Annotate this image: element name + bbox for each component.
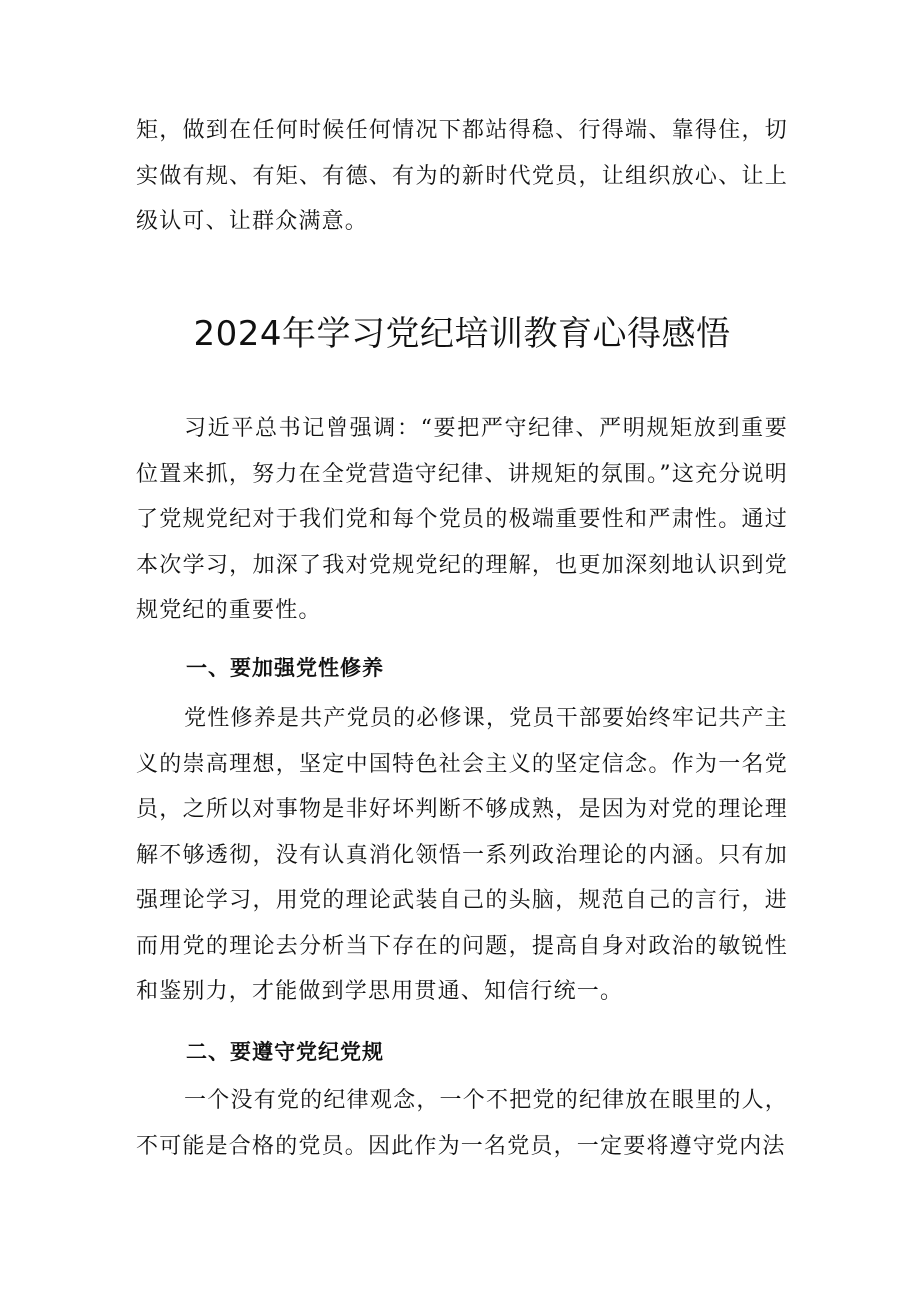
previous-paragraph-tail: 矩，做到在任何时候任何情况下都站得稳、行得端、靠得住，切实做有规、有矩、有德、有为的新时代党员，让组织放心、让上级认可、让群众满意。 <box>136 118 788 234</box>
section-heading-1: 一、要加强党性修养 <box>186 656 384 680</box>
section-heading-2: 二、要遵守党纪党规 <box>186 1040 384 1064</box>
intro-paragraph: 习近平总书记曾强调：“要把严守纪律、严明规矩放到重要位置来抓，努力在全党营造守纪律、讲规矩的氛围。”这充分说明了党规党纪对于我们党和每个党员的极端重要性和严肃性。通过本次学习，加深了我对党规党纪的理解，也更加深刻地认识到党规党纪的重要性。 <box>136 416 788 623</box>
document-title: 2024年学习党纪培训教育心得感悟 <box>193 314 731 354</box>
section-2-paragraph: 一个没有党的纪律观念，一个不把党的纪律放在眼里的人，不可能是合格的党员。因此作为一名党员，一定要将遵守党内法 <box>136 1088 788 1159</box>
section-1-paragraph: 党性修养是共产党员的必修课，党员干部要始终牢记共产主义的崇高理想，坚定中国特色社会主义的坚定信念。作为一名党员，之所以对事物是非好坏判断不够成熟，是因为对党的理论理解不够透彻，没有认真消化领悟一系列政治理论的内涵。只有加强理论学习，用党的理论武装自己的头脑，规范自己的言行，进而用党的理论去分析当下存在的问题，提高自身对政治的敏锐性和鉴别力，才能做到学思用贯通、知信行统一。 <box>136 706 788 1004</box>
